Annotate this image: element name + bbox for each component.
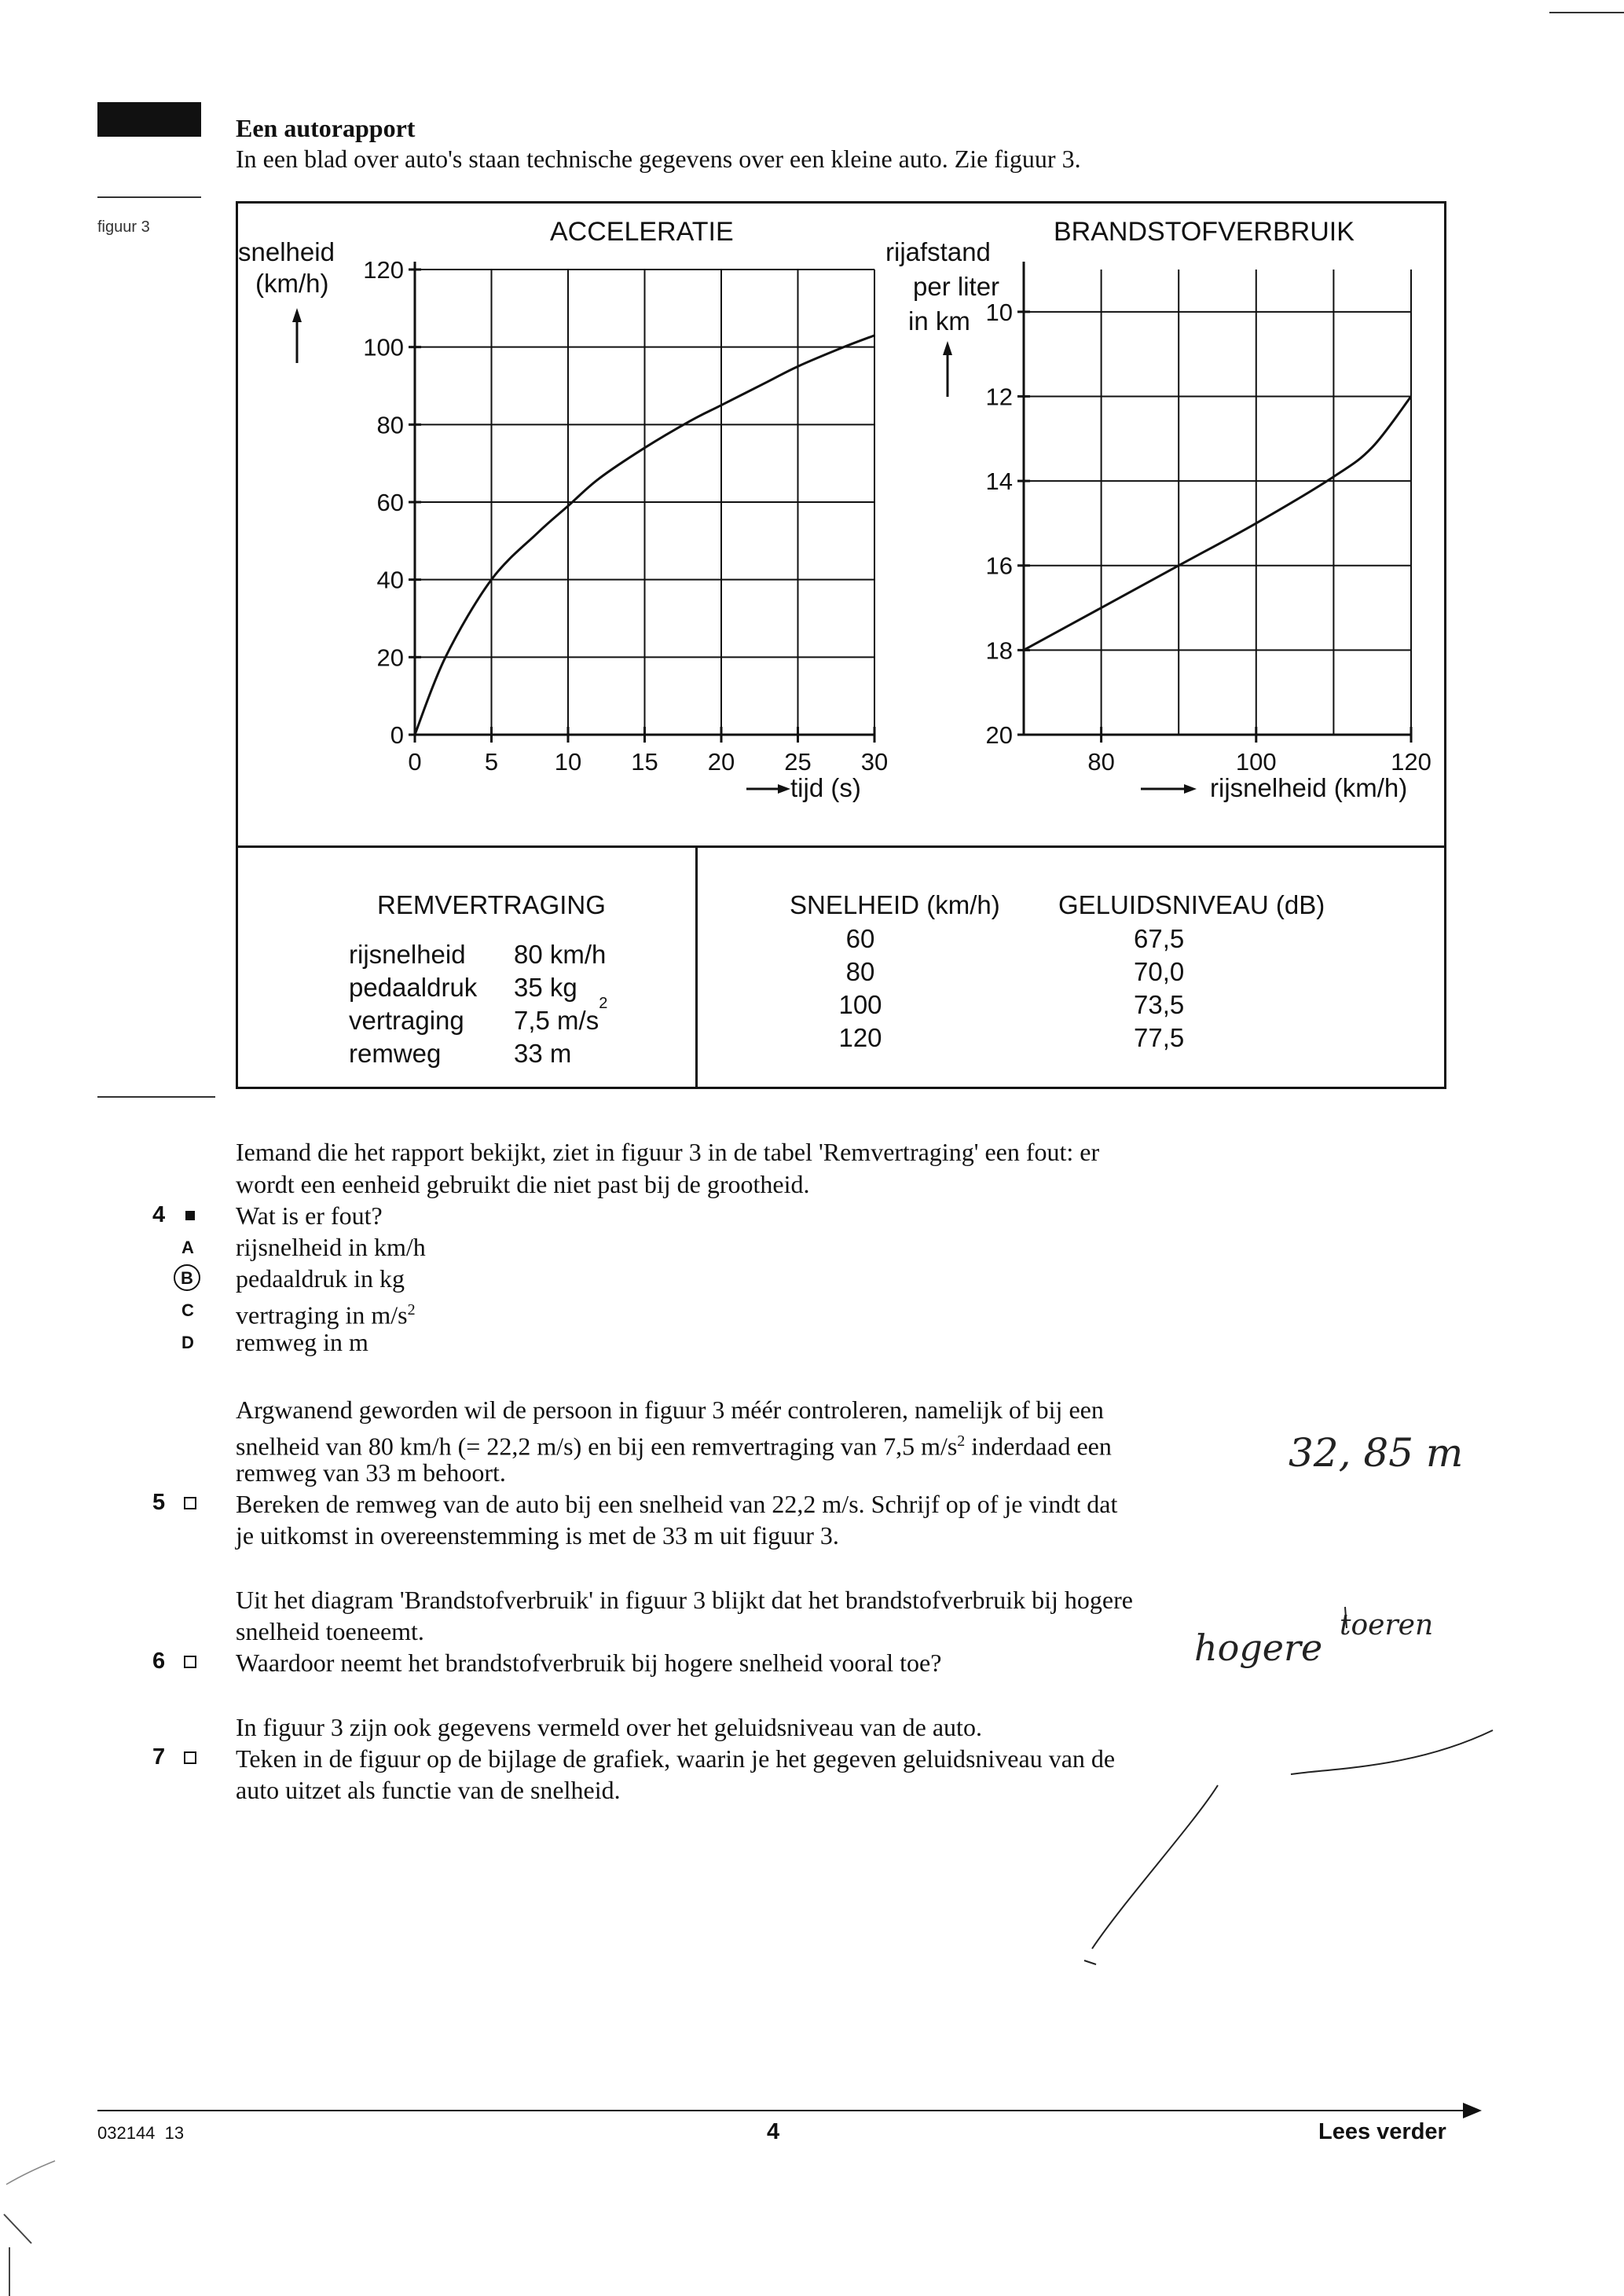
footer-rule bbox=[97, 2110, 1465, 2111]
q4-number: 4 bbox=[152, 1202, 166, 1227]
brake-label: vertraging bbox=[349, 1006, 464, 1035]
y-tick-label: 20 bbox=[985, 721, 1013, 749]
q7-question-line1: Teken in de figuur op de bijlage de grafiek, waarin je het gegeven geluidsniveau van de bbox=[236, 1744, 1116, 1773]
x-tick-label: 0 bbox=[408, 748, 422, 776]
x-tick-label: 5 bbox=[484, 748, 499, 776]
y-tick-label: 120 bbox=[363, 256, 404, 284]
brake-row bbox=[349, 1037, 607, 1070]
fuel-ylabel-3: in km bbox=[908, 306, 970, 336]
accel-title: ACCELERATIE bbox=[550, 217, 734, 247]
fuel-ylabel-1: rijafstand bbox=[885, 237, 991, 266]
margin-scribble bbox=[0, 2153, 71, 2296]
y-tick-label: 16 bbox=[985, 552, 1013, 580]
q4-option-text[interactable]: vertraging in $m/s^2$ bbox=[236, 1300, 416, 1330]
fuel-title: BRANDSTOFVERBRUIK bbox=[1054, 217, 1355, 247]
y-tick-label: 10 bbox=[985, 298, 1013, 326]
q4-option-text[interactable]: rijsnelheid in km/h bbox=[236, 1233, 426, 1261]
x-tick-label: 30 bbox=[860, 748, 889, 776]
y-tick-label: 60 bbox=[376, 489, 404, 516]
x-tick-label: 120 bbox=[1391, 748, 1432, 776]
sound-db: 67,5 bbox=[1134, 924, 1185, 953]
brake-label: remweg bbox=[349, 1039, 442, 1068]
q5-intro-line2-a: snelheid van 80 km/h (= 22,2 m/s) en bij een remvertraging van 7,5 m/s bbox=[236, 1432, 958, 1461]
section-title: Een autorapport bbox=[236, 114, 416, 142]
footer-next-link[interactable]: Lees verder bbox=[1318, 2119, 1446, 2144]
brake-row bbox=[349, 971, 607, 1004]
footer-arrow-icon bbox=[1463, 2103, 1482, 2118]
handwritten-answer-6a: hogere bbox=[1194, 1627, 1323, 1669]
q5-intro-line2: snelheid van 80 km/h (= 22,2 m/s) en bij een remvertraging van 7,5 $m/s^2$ inderdaad een bbox=[236, 1432, 1112, 1461]
sound-speed: 120 bbox=[838, 1023, 882, 1052]
x-tick-label: 100 bbox=[1235, 748, 1277, 776]
figure-label: figuur 3 bbox=[97, 218, 150, 236]
x-tick-label: 25 bbox=[784, 748, 812, 776]
footer-page-number: 4 bbox=[767, 2119, 780, 2144]
handwritten-strokes bbox=[0, 1532, 1624, 2004]
y-tick-label: 0 bbox=[390, 721, 404, 749]
sound-row bbox=[790, 922, 1184, 955]
sound-speed: 80 bbox=[845, 957, 875, 986]
figure-rule-bottom bbox=[97, 1096, 215, 1098]
q5-intro-line2-b: inderdaad een bbox=[965, 1432, 1112, 1461]
section-intro: In een blad over auto's staan technische gegevens over een kleine auto. Zie figuur 3. bbox=[236, 145, 1081, 173]
brake-label: pedaaldruk bbox=[349, 973, 478, 1002]
q5-question-line2: je uitkomst in overeenstemming is met de 33 m uit figuur 3. bbox=[236, 1521, 839, 1550]
acceleration-chart bbox=[363, 256, 888, 776]
sound-db: 70,0 bbox=[1134, 957, 1185, 986]
handwritten-answer-6b: toeren bbox=[1340, 1609, 1434, 1641]
accel-xlabel: tijd (s) bbox=[790, 773, 861, 802]
sound-table-body bbox=[790, 922, 1184, 1054]
x-tick-label: 10 bbox=[554, 748, 582, 776]
sound-speed: 100 bbox=[838, 990, 882, 1019]
q4-question: Wat is er fout? bbox=[236, 1201, 383, 1230]
q5-checkbox[interactable] bbox=[184, 1497, 196, 1509]
q4-intro-line1: Iemand die het rapport bekijkt, ziet in figuur 3 in de tabel 'Remvertraging' een fout: er bbox=[236, 1138, 1100, 1166]
q4-option-text-c: vertraging in m/s bbox=[236, 1300, 408, 1330]
footer-code: 032144 13 bbox=[97, 2123, 185, 2143]
brake-value-sup: 2 bbox=[599, 995, 608, 1012]
accel-ylabel-2: (km/h) bbox=[255, 269, 329, 298]
handwritten-answer-5: 32, 85 m bbox=[1289, 1430, 1464, 1476]
y-tick-label: 12 bbox=[985, 383, 1013, 411]
brake-row bbox=[349, 995, 608, 1037]
y-tick-label: 40 bbox=[376, 566, 404, 594]
q5-intro-line1: Argwanend geworden wil de persoon in figuur 3 méér controleren, namelijk of bij een bbox=[236, 1396, 1104, 1424]
q7-number: 7 bbox=[152, 1744, 166, 1770]
series-line bbox=[1024, 396, 1411, 650]
y-tick-label: 18 bbox=[985, 636, 1013, 665]
sound-db: 73,5 bbox=[1134, 990, 1185, 1019]
sound-row bbox=[790, 988, 1184, 1021]
q4-bullet bbox=[185, 1211, 195, 1220]
x-tick-label: 15 bbox=[631, 748, 658, 776]
fuel-xlabel: rijsnelheid (km/h) bbox=[1210, 773, 1408, 802]
brake-value: 33 m bbox=[514, 1039, 572, 1068]
y-tick-label: 20 bbox=[376, 644, 404, 672]
q6-intro-line1: Uit het diagram 'Brandstofverbruik' in figuur 3 blijkt dat het brandstofverbruik bij hogere bbox=[236, 1586, 1133, 1614]
q4-option-letter: D bbox=[181, 1333, 194, 1352]
sound-db: 77,5 bbox=[1134, 1023, 1185, 1052]
q7-intro-line1: In figuur 3 zijn ook gegevens vermeld over het geluidsniveau van de auto. bbox=[236, 1713, 982, 1741]
figure-charts bbox=[0, 0, 1624, 849]
q4-option-letter: B bbox=[181, 1268, 193, 1288]
brake-row bbox=[349, 938, 607, 971]
q4-intro-line2: wordt een eenheid gebruikt die niet past bij de grootheid. bbox=[236, 1170, 810, 1198]
brake-value: 7,5 m/s bbox=[514, 1006, 599, 1035]
brake-value: 80 km/h bbox=[514, 940, 607, 969]
sound-table-col1-header: SNELHEID (km/h) bbox=[790, 890, 1000, 919]
brake-value: 35 kg bbox=[514, 973, 577, 1002]
q4-option-text[interactable]: remweg in m bbox=[236, 1328, 368, 1356]
q4-option-letter: A bbox=[181, 1238, 194, 1257]
brake-table-title: REMVERTRAGING bbox=[377, 890, 606, 919]
q7-question-line2: auto uitzet als functie van de snelheid. bbox=[236, 1776, 621, 1804]
y-tick-label: 14 bbox=[985, 468, 1013, 496]
figure-divider-vertical bbox=[695, 845, 698, 1089]
sound-row bbox=[790, 955, 1184, 988]
q4-option-text[interactable]: pedaaldruk in kg bbox=[236, 1264, 405, 1293]
y-axis-arrow-icon bbox=[292, 308, 302, 322]
brake-table bbox=[349, 938, 607, 1070]
fuel-ylabel-2: per liter bbox=[913, 272, 1000, 301]
page-corner-rule bbox=[1549, 12, 1624, 13]
x-tick-label: 20 bbox=[707, 748, 735, 776]
fuel-chart bbox=[986, 262, 1432, 776]
y-tick-label: 100 bbox=[363, 333, 404, 361]
y-axis-arrow-icon bbox=[943, 341, 952, 355]
x-axis-arrow-icon bbox=[1184, 784, 1197, 794]
q6-intro-line2: snelheid toeneemt. bbox=[236, 1617, 424, 1645]
q5-question-line1: Bereken de remweg van de auto bij een snelheid van 22,2 m/s. Schrijf op of je vindt dat bbox=[236, 1490, 1118, 1518]
sound-row bbox=[790, 1021, 1184, 1054]
q4-option-letter: C bbox=[181, 1300, 194, 1320]
x-tick-label: 80 bbox=[1087, 748, 1115, 776]
accel-ylabel-1: snelheid bbox=[238, 237, 335, 266]
x-axis-arrow-icon bbox=[778, 784, 790, 794]
sound-speed: 60 bbox=[845, 924, 875, 953]
sound-table-col2-header: GELUIDSNIVEAU (dB) bbox=[1058, 890, 1325, 919]
q5-number: 5 bbox=[152, 1490, 166, 1515]
q6-question: Waardoor neemt het brandstofverbruik bij hogere snelheid vooral toe? bbox=[236, 1649, 942, 1677]
brake-label: rijsnelheid bbox=[349, 940, 466, 969]
y-tick-label: 80 bbox=[376, 411, 404, 439]
q6-number: 6 bbox=[152, 1649, 166, 1674]
q5-intro-line3: remweg van 33 m behoort. bbox=[236, 1458, 506, 1487]
